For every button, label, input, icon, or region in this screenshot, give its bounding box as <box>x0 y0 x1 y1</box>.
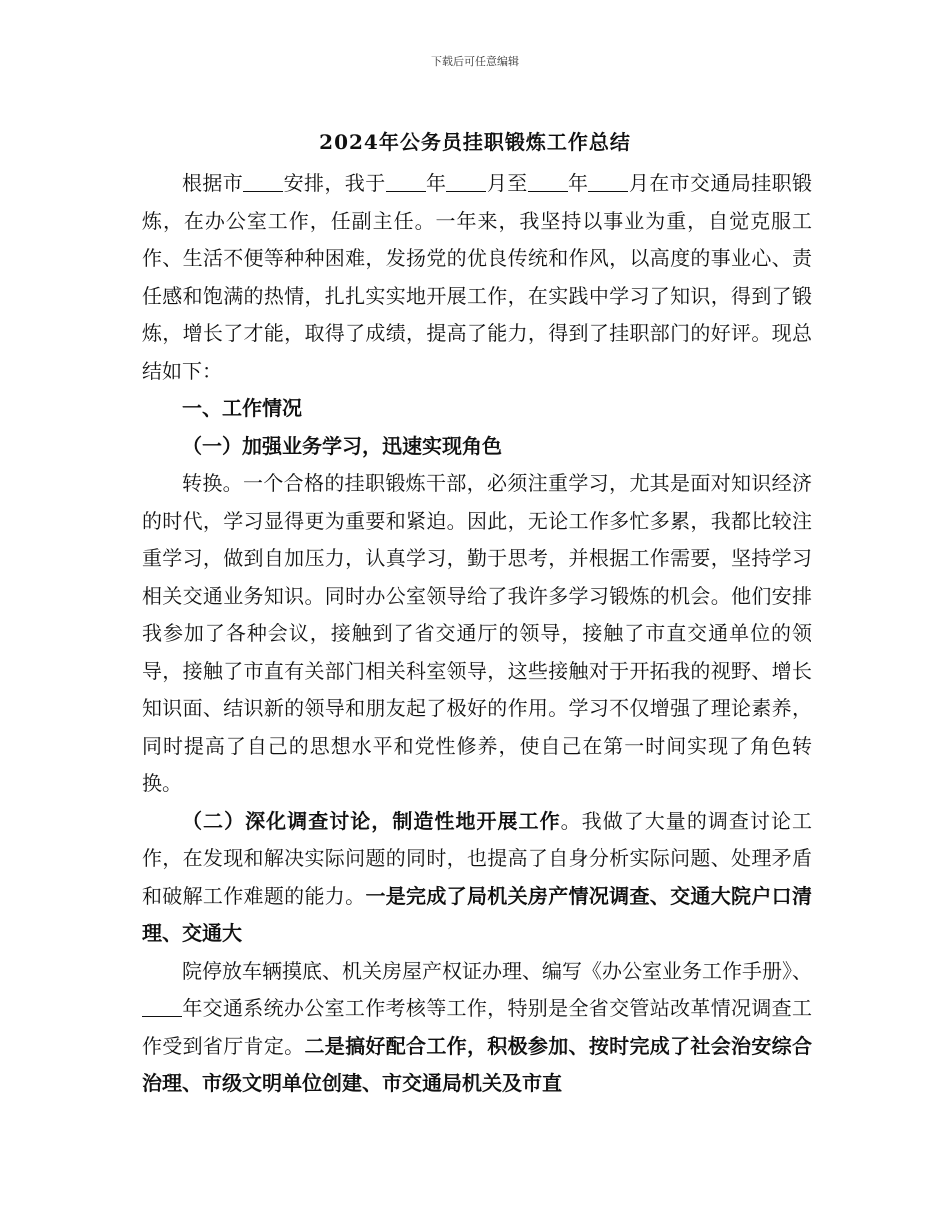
blank-line <box>142 996 182 1017</box>
intro-paragraph: 根据市 安排，我于 年 月至 年 月在市交通局挂职锻炼，在办公室工作，任副主任。一年来，我坚持以事业为重，自觉克服工作、生活不便等种种困难，发扬党的优良传统和作风，以高度的事业心、责任感和饱满的热情，扎扎实实地开展工作，在实践中学习了知识，得到了锻炼，增长了才能，取得了成绩，提高了能力，得到了挂职部门的好评。现总结如下： <box>142 171 813 383</box>
blank-line <box>446 171 486 192</box>
blank-line <box>243 171 283 192</box>
blank-line <box>588 171 628 192</box>
page-header-note: 下载后可任意编辑 <box>431 55 519 68</box>
subsection-heading-research: （二）深化调查讨论，制造性地开展工作 <box>182 808 561 833</box>
subsection-heading-study: （一）加强业务学习，迅速实现角色 <box>182 433 502 458</box>
document-title: 2024年公务员挂职锻炼工作总结 <box>319 130 631 154</box>
study-paragraph: 转换。一个合格的挂职锻炼干部，必须注重学习，尤其是面对知识经济的时代，学习显得更为重要和紧迫。因此，无论工作多忙多累，我都比较注重学习，做到自加压力，认真学习，勤于思考，并根据工作需要，坚持学习相关交通业务知识。同时办公室领导给了我许多学习锻炼的机会。他们安排我参加了各种会议，接触到了省交通厅的领导，接触了市直交通单位的领导，接触了市直有关部门相关科室领导，这些接触对于开拓我的视野、增长知识面、结识新的领导和朋友起了极好的作用。学习不仅增强了理论素养，同时提高了自己的思想水平和党性修养，使自己在第一时间实现了角色转换。 <box>142 471 812 795</box>
continuation-paragraph: 院停放车辆摸底、机关房屋产权证办理、编写《办公室业务工作手册》、年交通系统办公室工作考核等工作，特别是全省交管站改革情况调查工作受到省厅肯定。二是搞好配合工作，积极参加、按时完成了社会治安综合治理、市级文明单位创建、市交通局机关及市直 <box>142 958 812 1095</box>
section-heading-work: 一、工作情况 <box>182 396 302 420</box>
blank-line <box>386 171 426 192</box>
document-body <box>142 165 812 1103</box>
blank-line <box>528 171 568 192</box>
research-paragraph: （二）深化调查讨论，制造性地开展工作。我做了大量的调查讨论工作，在发现和解决实际问题的同时，也提高了自身分析实际问题、处理矛盾和破解工作难题的能力。一是完成了局机关房产情况调查、交通大院户口清理、交通大 <box>142 808 813 945</box>
